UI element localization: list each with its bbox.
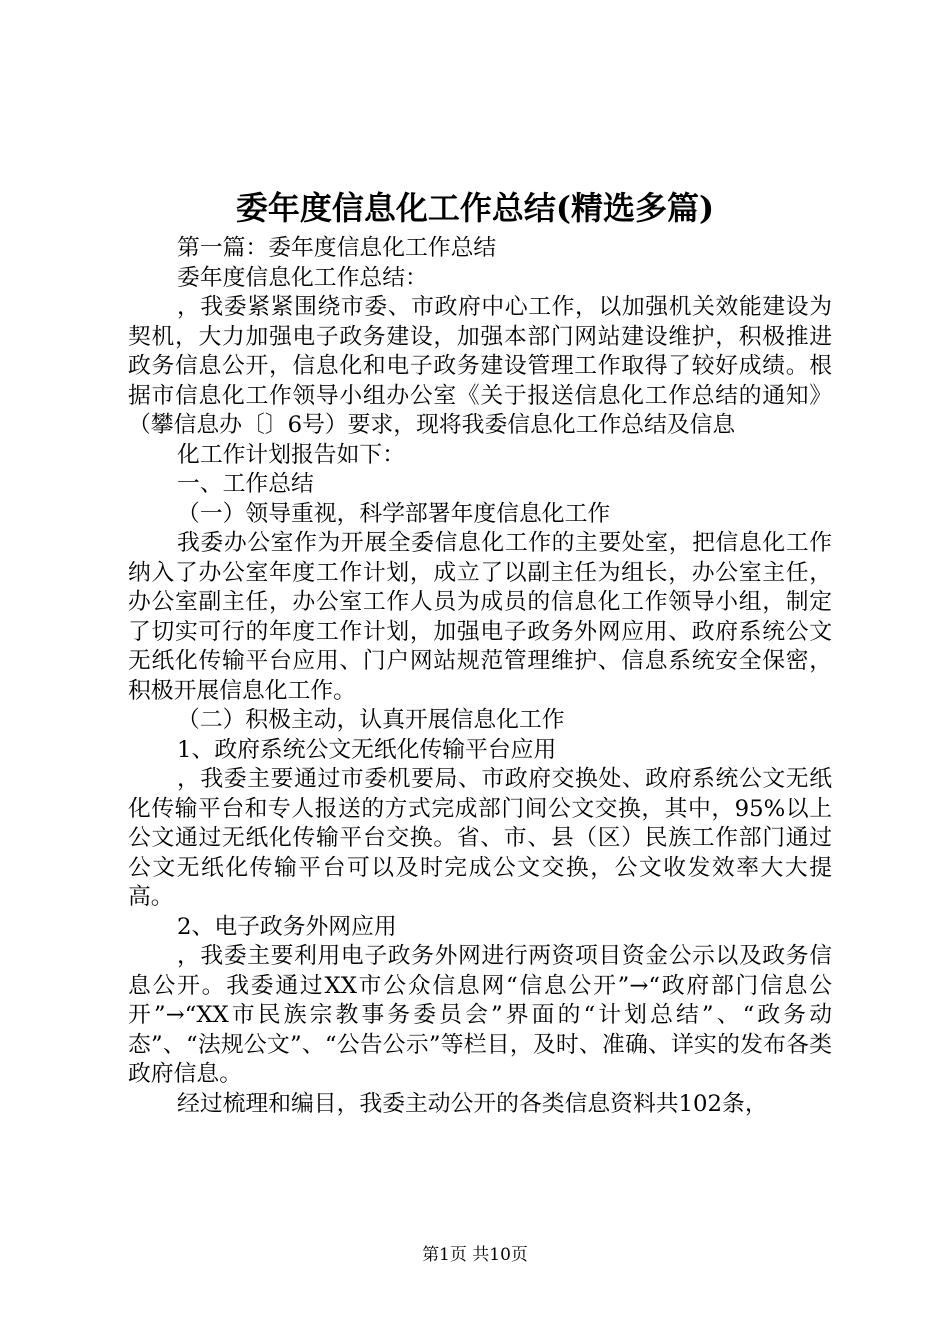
subsection-heading-active-work: （二）积极主动，认真开展信息化工作 xyxy=(177,707,565,733)
document-title: 委年度信息化工作总结(精选多篇) xyxy=(235,189,715,227)
paragraph-intro: ，我委紧紧围绕市委、市政府中心工作，以加强机关效能建设为契机，大力加强电子政务建设，加强本部门网站建设维护，积极推进政务信息公开，信息化和电子政务建设管理工作取得了较好成绩。根据市信息化工作领导小组办公室《关于报送信息化工作总结的通知》（攀信息办〔〕6号）要求，现将我委信息化工作总结及信息 xyxy=(128,294,832,438)
paragraph-part-heading: 第一篇：委年度信息化工作总结 xyxy=(177,235,497,261)
section-heading-work-summary: 一、工作总结 xyxy=(177,471,314,497)
paragraph-subtitle: 委年度信息化工作总结： xyxy=(177,264,428,291)
paragraph-disclosure-count: 经过梳理和编目，我委主动公开的各类信息资料共102条， xyxy=(177,1090,768,1117)
document-body xyxy=(128,234,832,1119)
subsection-heading-leadership: （一）领导重视，科学部署年度信息化工作 xyxy=(177,500,611,527)
item-heading-paperless-platform: 1、政府系统公文无纸化传输平台应用 xyxy=(177,736,557,763)
paragraph-extranet: ，我委主要利用电子政务外网进行两资项目资金公示以及政务信息公开。我委通过XX市公众信息网“信息公开”→“政府部门信息公开”→“XX市民族宗教事务委员会”界面的“计划总结”、“政务动态”、“法规公文”、“公告公示”等栏目，及时、准确、详实的发布各类政府信息。 xyxy=(128,943,832,1087)
item-heading-extranet: 2、电子政务外网应用 xyxy=(177,913,397,940)
paragraph-paperless-platform: ，我委主要通过市委机要局、市政府交换处、政府系统公文无纸化传输平台和专人报送的方式完成部门间公文交换，其中，95%以上公文通过无纸化传输平台交换。省、市、县（区）民族工作部门通过公文无纸化传输平台可以及时完成公文交换，公文收发效率大大提高。 xyxy=(128,766,832,910)
page-footer: 第1页 共10页 xyxy=(422,1245,528,1265)
paragraph-leadership: 我委办公室作为开展全委信息化工作的主要处室，把信息化工作纳入了办公室年度工作计划，成立了以副主任为组长，办公室主任，办公室副主任，办公室工作人员为成员的信息化工作领导小组，制定了切实可行的年度工作计划，加强电子政务外网应用、政府系统公文无纸化传输平台应用、门户网站规范管理维护、信息系统安全保密，积极开展信息化工作。 xyxy=(128,530,832,704)
paragraph-intro-continued: 化工作计划报告如下： xyxy=(177,441,405,468)
